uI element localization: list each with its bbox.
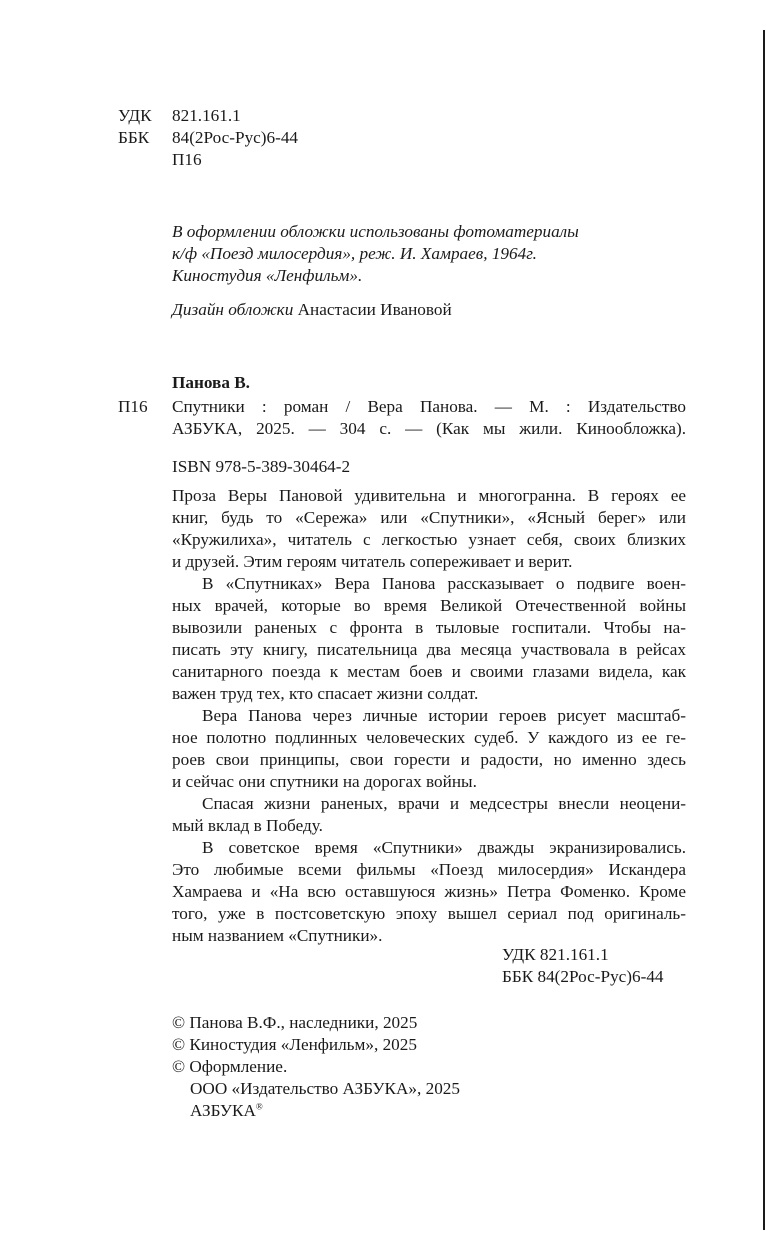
- annotation-line: важен труд тех, кто спасает жизни солдат.: [172, 684, 479, 703]
- annotation-line: Это любимые всеми фильмы «Поезд милосердия» Искандера: [172, 860, 686, 879]
- copyright-line: © Панова В.Ф., наследники, 2025: [172, 1013, 418, 1032]
- isbn: ISBN 978-5-389-30464-2: [172, 457, 351, 476]
- description-line: АЗБУКА, 2025. — 304 с. — (Как мы жили. Кинообложка).: [172, 419, 686, 438]
- annotation-line: Хамраева и «На всю оставшуюся жизнь» Петра Фоменко. Кроме: [172, 882, 686, 901]
- bbk-label: ББК: [118, 128, 150, 147]
- annotation-line: санитарного поезда к местам боев и своими глазами видела, как: [172, 662, 686, 681]
- copyright-line: © Оформление.: [172, 1057, 288, 1076]
- publisher-line: ООО «Издательство АЗБУКА», 2025: [190, 1079, 460, 1098]
- annotation-line: и сейчас они спутники на дорогах войны.: [172, 772, 477, 791]
- design-label: Дизайн обложки: [172, 300, 294, 319]
- copyright-line: © Киностудия «Ленфильм», 2025: [172, 1035, 417, 1054]
- annotation-line: В «Спутниках» Вера Панова рассказывает о подвиге воен-: [202, 574, 686, 593]
- bbk-value: 84(2Рос-Рус)6-44: [172, 128, 299, 147]
- annotation-line: вывозили раненых с фронта в тыловые госпитали. Чтобы на-: [172, 618, 686, 637]
- annotation-line: того, уже в постсоветскую эпоху вышел сериал под оригиналь-: [172, 904, 686, 923]
- udk-repeat: УДК 821.161.1: [502, 945, 609, 964]
- udk-label: УДК: [118, 106, 152, 125]
- photo-credit-line: Киностудия «Ленфильм».: [172, 266, 363, 285]
- annotation-line: и друзей. Этим героям читатель сопереживает и верит.: [172, 552, 573, 571]
- annotation-line: В советское время «Спутники» дважды экранизировались.: [202, 838, 686, 857]
- description-line: Спутники : роман / Вера Панова. — М. : Издательство: [172, 397, 686, 416]
- annotation-line: ных врачей, которые во время Великой Отечественной войны: [172, 596, 686, 615]
- annotation-line: ным названием «Спутники».: [172, 926, 383, 945]
- annotation-line: писать эту книгу, писательница два месяца участвовала в рейсах: [172, 640, 686, 659]
- registered-mark: ®: [255, 1101, 263, 1112]
- author-code: П16: [172, 150, 202, 169]
- annotation: [172, 485, 686, 947]
- annotation-line: Спасая жизни раненых, врачи и медсестры внесли неоцени-: [202, 794, 686, 813]
- brand-name: АЗБУКА: [190, 1101, 256, 1120]
- page-edge-rule: [763, 30, 765, 1230]
- annotation-line: ное полотно подлинных человеческих судеб. У каждого из ее ге-: [172, 728, 686, 747]
- biblio-description: [172, 396, 686, 440]
- annotation-line: роев свои принципы, свои горести и радости, но именно здесь: [172, 750, 686, 769]
- photo-credit-line: к/ф «Поезд милосердия», реж. И. Хамраев, 1964г.: [172, 244, 537, 263]
- udk-value: 821.161.1: [172, 106, 241, 125]
- annotation-line: Вера Панова через личные истории героев рисует масштаб-: [202, 706, 686, 725]
- annotation-line: «Кружилиха», читатель с легкостью узнает себя, своих близких: [172, 530, 686, 549]
- design-credit: [172, 299, 452, 321]
- publisher-brand: [190, 1100, 263, 1122]
- author-heading: Панова В.: [172, 373, 250, 392]
- annotation-line: мый вклад в Победу.: [172, 816, 323, 835]
- annotation-line: Проза Веры Пановой удивительна и многогранна. В героях ее: [172, 486, 686, 505]
- annotation-line: книг, будь то «Сережа» или «Спутники», «Ясный берег» или: [172, 508, 686, 527]
- design-name: Анастасии Ивановой: [297, 300, 452, 319]
- photo-credit-line: В оформлении обложки использованы фотоматериалы: [172, 222, 579, 241]
- bbk-repeat: ББК 84(2Рос-Рус)6-44: [502, 967, 664, 986]
- biblio-code: П16: [118, 397, 148, 416]
